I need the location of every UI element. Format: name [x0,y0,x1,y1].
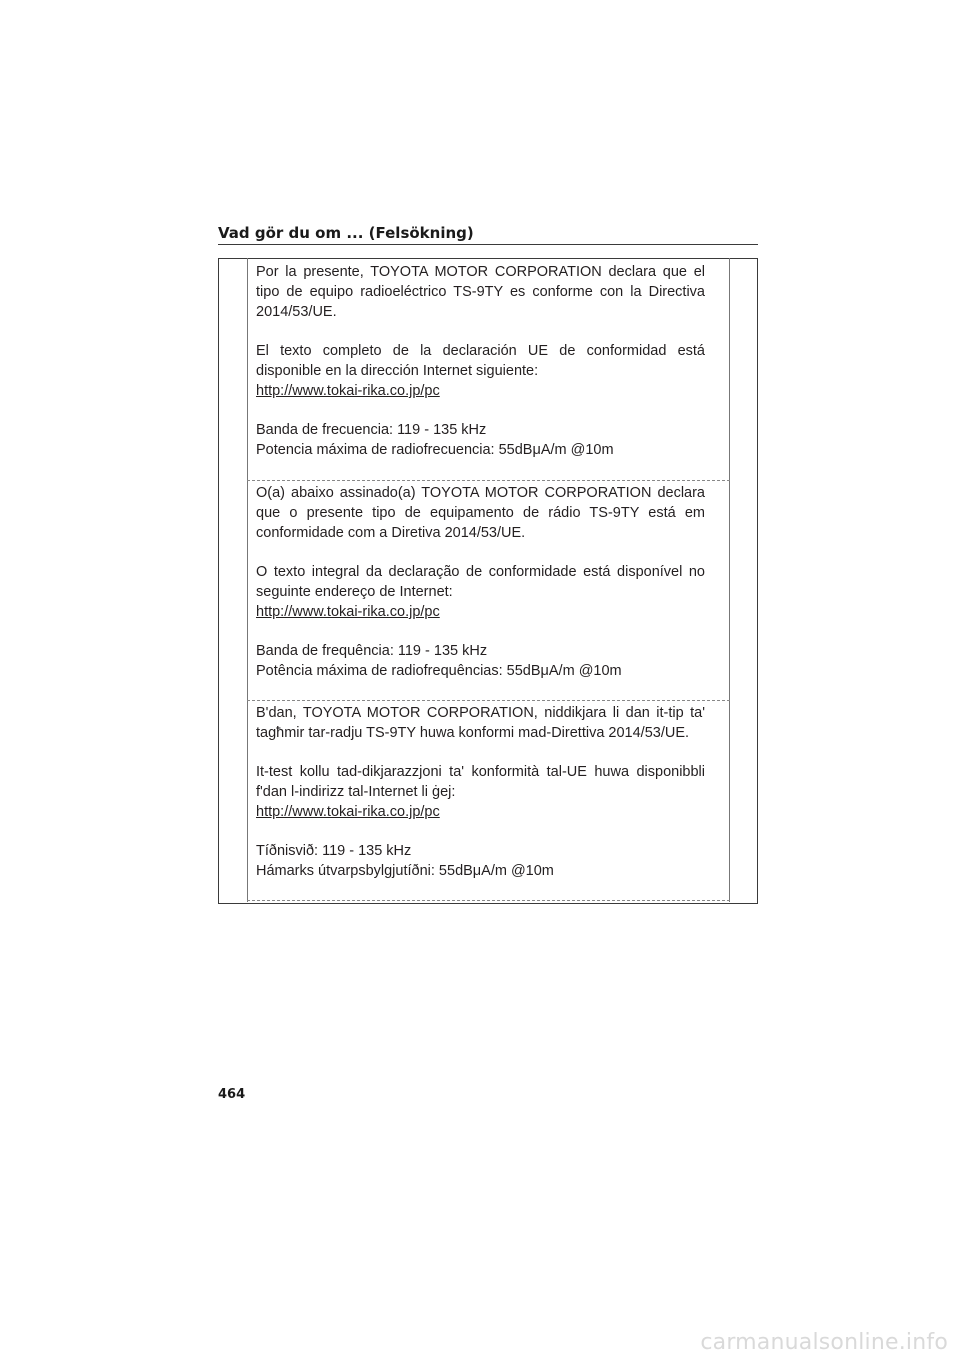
declaration-url-link[interactable]: http://www.tokai-rika.co.jp/pc [256,604,440,620]
table-inner-right-border [729,258,730,902]
table-inner-left-border [247,258,248,902]
declaration-text: O(a) abaixo assinado(a) TOYOTA MOTOR CORPORATION declara que o presente tipo de equipamento de rádio TS-9TY está em conformidade com a Diretiva 2014/53/UE. [256,485,705,541]
declaration-url-link[interactable]: http://www.tokai-rika.co.jp/pc [256,804,440,820]
full-text-paragraph [256,762,705,822]
declaration-block-spanish [256,262,705,460]
frequency-paragraph [256,420,705,460]
site-watermark: carmanualsonline.info [700,1330,948,1355]
full-text-paragraph [256,341,705,401]
max-power: Potencia máxima de radiofrecuencia: 55dBμA/m @10m [256,442,614,458]
full-text-sentence: El texto completo de la declaración UE de conformidad está disponible en la dirección Internet siguiente: [256,343,705,379]
section-divider [247,900,730,901]
declaration-text: Por la presente, TOYOTA MOTOR CORPORATION declara que el tipo de equipo radioeléctrico TS-9TY es conforme con la Directiva 2014/53/UE. [256,264,705,320]
section-divider [247,700,730,701]
max-power: Potência máxima de radiofrequências: 55dBμA/m @10m [256,663,622,679]
full-text-sentence: It-test kollu tad-dikjarazzjoni ta' konformità tal-UE huwa disponibbli f'dan l-indirizz tal-Internet li ġej: [256,764,705,800]
declaration-text: B'dan, TOYOTA MOTOR CORPORATION, niddikjara li dan it-tip ta' tagħmir tar-radju TS-9TY huwa konformi mad-Direttiva 2014/53/UE. [256,705,705,741]
frequency-band: Tíðnisvið: 119 - 135 kHz [256,843,412,859]
frequency-band: Banda de frecuencia: 119 - 135 kHz [256,422,487,438]
header-divider [218,244,758,245]
page-title: Vad gör du om ... (Felsökning) [218,224,474,242]
declaration-url-link[interactable]: http://www.tokai-rika.co.jp/pc [256,383,440,399]
full-text-paragraph [256,562,705,622]
page-number: 464 [218,1087,246,1102]
frequency-band: Banda de frequência: 119 - 135 kHz [256,643,488,659]
declaration-block-maltese [256,703,705,881]
declaration-block-portuguese [256,483,705,681]
frequency-paragraph [256,841,705,881]
max-power: Hámarks útvarpsbylgjutíðni: 55dBμA/m @10m [256,863,554,879]
frequency-paragraph [256,641,705,681]
full-text-sentence: O texto integral da declaração de conformidade está disponível no seguinte endereço de Internet: [256,564,705,600]
section-divider [247,480,730,481]
